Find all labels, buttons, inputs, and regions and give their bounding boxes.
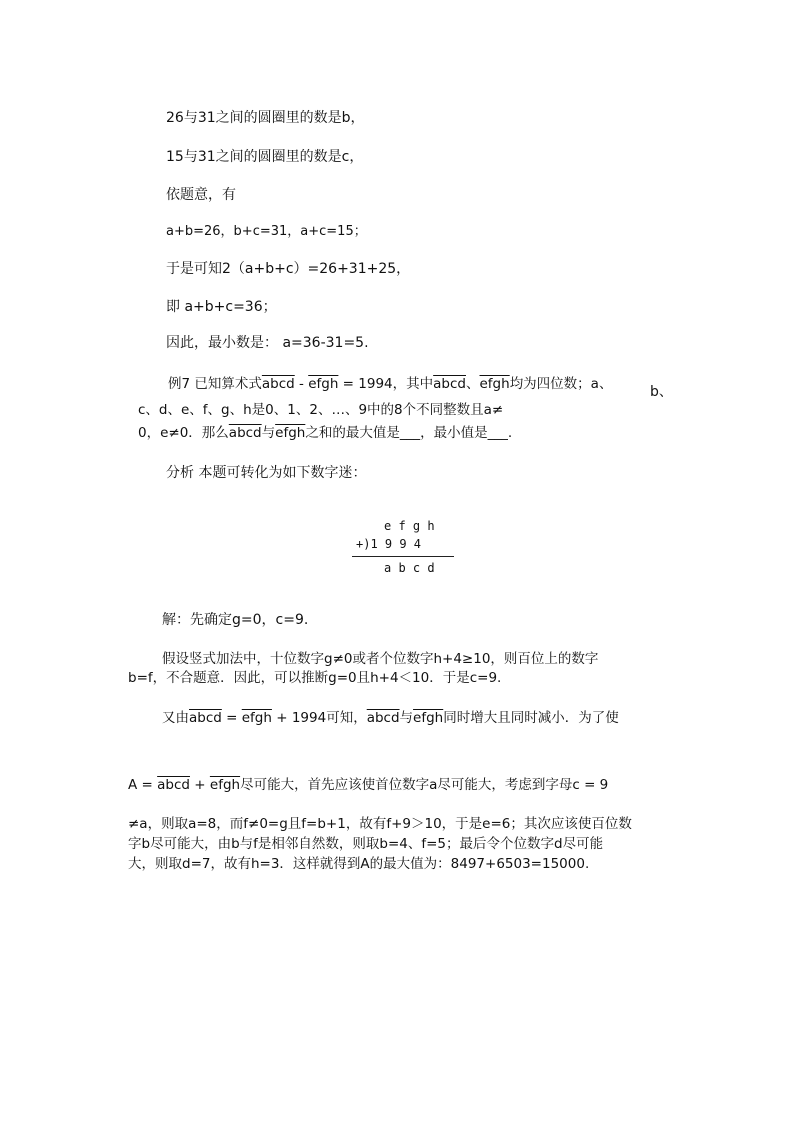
example-7-line-3 bbox=[138, 423, 512, 443]
text: 与 bbox=[399, 710, 414, 726]
text: = bbox=[221, 710, 242, 726]
overline-number: abcd bbox=[189, 710, 222, 726]
text: b、 bbox=[650, 384, 673, 400]
text-line: 即 a+b+c=36； bbox=[166, 299, 277, 315]
overline-number: abcd bbox=[228, 425, 262, 441]
text: 0，e≠0．那么 bbox=[138, 425, 229, 441]
solution-line bbox=[162, 708, 619, 728]
solution-line: b=f，不合题意．因此，可以推断g=0且h+4＜10．于是c=9. bbox=[128, 670, 502, 686]
text: + bbox=[189, 777, 210, 793]
text: 又由 bbox=[162, 710, 189, 726]
equation-line: a+b=26，b+c=31，a+c=15； bbox=[166, 224, 367, 239]
example-7-line-2: c、d、e、f、g、h是0、1、2、…、9中的8个不同整数且a≠ bbox=[138, 402, 504, 418]
text: A = bbox=[128, 777, 158, 793]
overline-number: efgh bbox=[209, 777, 241, 793]
puzzle-row-1: e f g h bbox=[384, 519, 435, 533]
text: 尽可能大，首先应该使首位数字a尽可能大，考虑到字母c = 9 bbox=[240, 777, 609, 793]
text: - bbox=[294, 376, 309, 392]
overline-number: abcd bbox=[261, 376, 295, 392]
text-line: 于是可知2（a+b+c）=26+31+25， bbox=[166, 261, 411, 277]
overline-number: efgh bbox=[308, 376, 339, 392]
overline-number: efgh bbox=[241, 710, 272, 726]
overline-number: efgh bbox=[479, 376, 510, 392]
text-line: 依题意，有 bbox=[166, 187, 236, 203]
puzzle-row-3: a b c d bbox=[384, 561, 435, 575]
solution-line bbox=[128, 775, 608, 795]
analysis-line: 分析 本题可转化为如下数字迷： bbox=[166, 465, 367, 481]
overline-number: abcd bbox=[366, 710, 400, 726]
text: 例7 已知算术式 bbox=[168, 376, 262, 392]
overline-number: abcd bbox=[433, 376, 466, 392]
solution-line: 大，则取d=7，故有h=3．这样就得到A的最大值为：8497+6503=15000. bbox=[128, 856, 590, 872]
puzzle-sum-line bbox=[352, 556, 454, 557]
text: 与 bbox=[261, 425, 276, 441]
text-line: 因此，最小数是： a=36-31=5. bbox=[166, 335, 369, 351]
text: = 1994，其中 bbox=[338, 376, 434, 392]
solution-line: 假设竖式加法中，十位数字g≠0或者个位数字h+4≥10，则百位上的数字 bbox=[162, 651, 599, 667]
overline-number: efgh bbox=[275, 425, 306, 441]
example-7-line-1 bbox=[168, 374, 612, 394]
text: 同时增大且同时减小．为了使 bbox=[443, 710, 619, 726]
solution-line: ≠a，则取a=8，而f≠0=g且f=b+1，故有f+9＞10，于是e=6；其次应该使百位数 bbox=[128, 816, 632, 832]
solution-line: 字b尽可能大，由b与f是相邻自然数，则取b=4、f=5；最后令个位数字d尽可能 bbox=[128, 836, 604, 852]
text-line: 26与31之间的圆圈里的数是b， bbox=[166, 110, 365, 126]
text: 、 bbox=[466, 376, 480, 392]
solution-line: 解：先确定g=0，c=9. bbox=[162, 612, 309, 628]
overline-number: efgh bbox=[413, 710, 444, 726]
text: 均为四位数；a、 bbox=[509, 376, 613, 392]
text-line: 15与31之间的圆圈里的数是c， bbox=[166, 149, 364, 165]
text: 之和的最大值是___，最小值是___. bbox=[305, 425, 513, 441]
text: + 1994可知， bbox=[271, 710, 367, 726]
overline-number: abcd bbox=[157, 777, 190, 793]
puzzle-row-2: +)1 9 9 4 bbox=[356, 537, 422, 551]
